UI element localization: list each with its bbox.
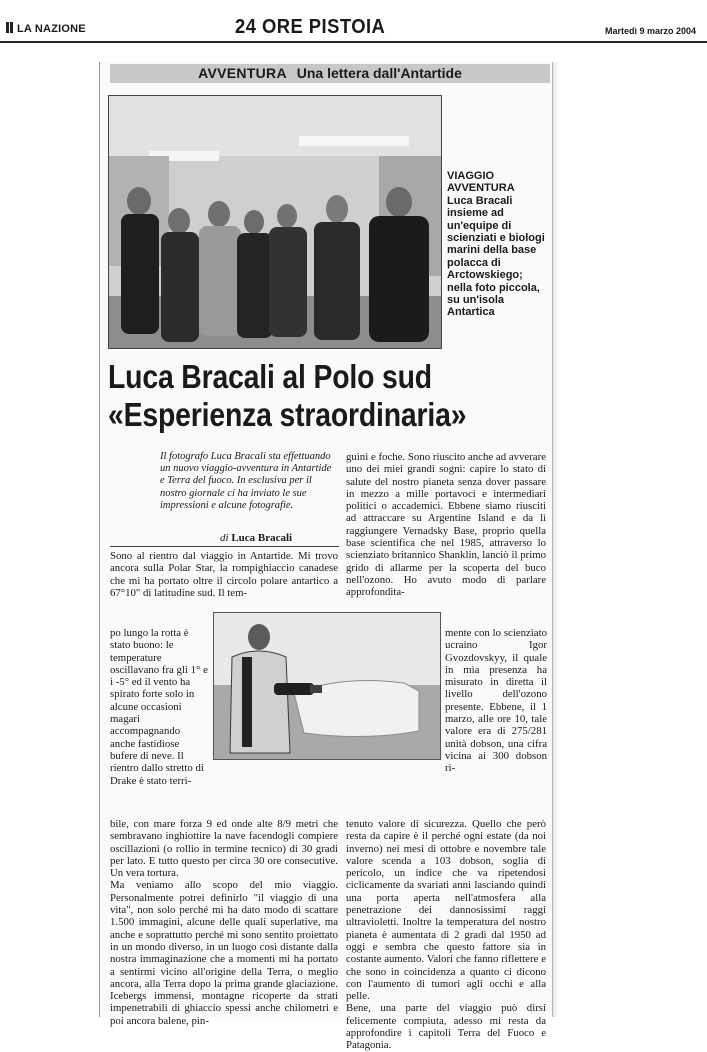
headline-line-2: «Esperienza straordinaria» — [108, 396, 467, 433]
body-paragraph: Bene, una parte del viaggio può dirsi felicemente compiuta, adesso mi resta da approfondire i capitoli Terra del Fuoco e Patagonia. — [346, 1002, 546, 1052]
byline-rule — [110, 546, 339, 547]
body-column-left-bottom — [110, 818, 338, 1027]
inset-photo — [213, 612, 441, 760]
byline-author: Luca Bracali — [231, 532, 293, 544]
byline-prefix: di — [220, 532, 229, 544]
body-column-left-wrap — [110, 627, 208, 787]
body-paragraph: bile, con mare forza 9 ed onde alte 8/9 metri che sembravano inghiottire la nave facendogli compiere oscillazioni (o rollio in termine tecnico) di 30 gradi per lato. E tutto questo per circa 30 ore consecutive. Un vera tortura. — [110, 818, 338, 880]
photo-caption — [447, 170, 547, 319]
issue-date: Martedì 9 marzo 2004 — [605, 26, 697, 36]
clipping-shadow — [553, 62, 559, 1017]
caption-kicker: VIAGGIO AVVENTURA — [447, 170, 515, 195]
body-column-right-wrap — [445, 627, 547, 775]
banner-title: Una lettera dall'Antartide — [296, 65, 462, 81]
body-column-right-bottom — [346, 818, 546, 1052]
banner-kicker: AVVENTURA — [198, 65, 287, 81]
article-intro: Il fotografo Luca Bracali sta effettuando un nuovo viaggio-avventura in Antartide e Terra del fuoco. In esclusiva per il nostro giornale ci ha inviato le sue impressioni e alcune fotografie. — [160, 451, 332, 511]
body-paragraph: Sono al rientro dal viaggio in Antartide. Mi trovo ancora sulla Polar Star, la rompighiaccio canadese che mi ha portato oltre il circolo polare antartico a 67°10" di latitudine sud. Il tem- — [110, 550, 338, 599]
body-paragraph: tenuto valore di sicurezza. Quello che però resta da capire è il perché ogni estate (da noi inverno) nei mesi di ottobre e novembre tale valore scenda a 103 dobson, soglia di pericolo, un indice che va ripetendosi ciclicamente da svariati anni lasciando quindi una porta aperta nell'atmosfera alla penetrazione dei dannosissimi raggi ultravioletti. Inoltre la temperatura del nostro pianeta è aumentata di 2 gradi dal 1950 ad oggi e sembra che questo fattore sia in costante aumento. Valori che fanno riflettere e che sono in coincidenza a quanto ci dicono con l'aumento di tumori agli occhi e alla pelle. — [346, 818, 546, 1003]
newspaper-logo — [6, 22, 86, 35]
section-title: 24 ORE PISTOIA — [235, 16, 386, 38]
body-column-right-top — [346, 451, 546, 599]
inset-photo-illustration — [214, 613, 440, 759]
body-column-left-top — [110, 550, 338, 599]
newspaper-name: LA NAZIONE — [17, 23, 86, 35]
group-photo-illustration — [109, 96, 441, 348]
article-headline — [108, 358, 491, 434]
masthead-rule — [0, 41, 707, 43]
group-photo — [108, 95, 442, 349]
body-paragraph: mente con lo scienziato ucraino Igor Gvozdovskyy, il quale in mia presenza ha misurato in diretta il livello dell'ozono presente. Ebbene, il 1 marzo, alle ore 10, tale valore era di 275/281 unità dobson, una cifra vicina ai 300 dobson ri- — [445, 627, 547, 775]
headline-line-1: Luca Bracali al Polo sud — [108, 358, 432, 395]
caption-text: Luca Bracali insieme ad un'equipe di scienziati e biologi marini della base polacca di Arctowskiego; nella foto piccola, su un'isola Antartica — [447, 194, 545, 319]
article-banner — [110, 64, 550, 83]
body-paragraph: Ma veniamo allo scopo del mio viaggio. Personalmente potrei definirlo "il viaggio di una vita", non solo perché mi ha dato modo di scattare 1.500 immagini, alcune delle quali superlative, ma anche e soprattutto perché mi sono sentito proiettato in un mondo diverso, in un luogo così distante dalla nostra immaginazione che a momenti mi ha portato a sentirmi vicino all'origine della Terra, o meglio ancora, alla Terra dopo la prima grande glaciazione. Icebergs immensi, montagne ricoperte da strati impenetrabili di ghiaccio spessi anche chilometri e poi ancora balene, pin- — [110, 879, 338, 1027]
body-paragraph: guini e foche. Sono riuscito anche ad avverare uno dei miei grandi sogni: capire lo stato di salute del nostro pianeta senza dover passare in mezzo a mille portavoci e intermediari politici o accademici. Ebbene siamo riusciti ad attraccare su Argentine Island e da lì raggiungere Vernadsky Base, proprio quella base scientifica che nel 1985, attraverso lo scienziato britannico Shanklin, lanciò il primo grido di allarme per la scoperta del buco nell'ozono. Ho avuto modo di parlare approfondita- — [346, 451, 546, 599]
body-paragraph: po lungo la rotta è stato buono: le temperature oscillavano fra gli 1° e i -5° ed il vento ha spirato forte solo in alcune occasioni magari accompagnando anche fastidiose bufere di neve. Il rientro dallo stretto di Drake è stato terri- — [110, 627, 208, 787]
byline — [220, 532, 292, 544]
